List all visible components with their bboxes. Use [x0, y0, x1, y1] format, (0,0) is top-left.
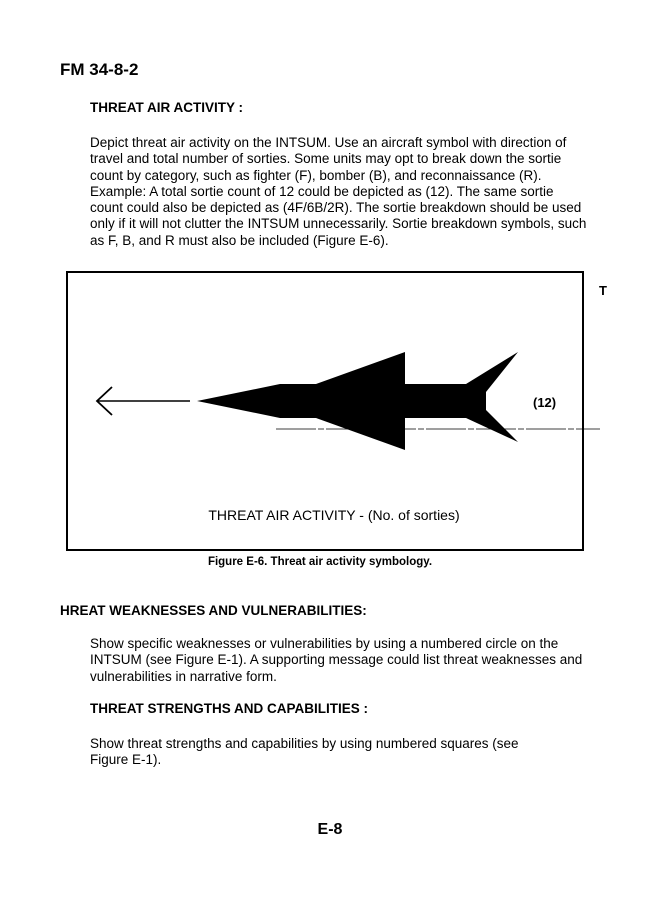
strengths-paragraph [90, 736, 519, 769]
threat-air-activity-heading: THREAT AIR ACTIVITY : [90, 100, 243, 115]
paragraph-line: count could also be depicted as (4F/6B/2R). The sortie breakdown should be used [90, 200, 582, 216]
page-number: E-8 [317, 821, 343, 838]
paragraph-line: INTSUM (see Figure E-1). A supporting message could list threat weaknesses and [90, 652, 583, 668]
weaknesses-heading: HREAT WEAKNESSES AND VULNERABILITIES: [60, 603, 367, 618]
figure-caption: Figure E-6. Threat air activity symbology. [207, 556, 433, 568]
paragraph-line: as F, B, and R must also be included (Figure E-6). [90, 232, 389, 248]
paragraph-line: count by category, such as fighter (F), bomber (B), and reconnaissance (R). [90, 167, 542, 183]
paragraph-line: Example: A total sortie count of 12 could be depicted as (12). The same sortie [90, 183, 554, 199]
figure-inner-label: THREAT AIR ACTIVITY - (No. of sorties) [208, 507, 460, 523]
clipped-edge-text: T [599, 283, 607, 298]
sortie-count-label: (12) [533, 395, 557, 410]
document-id: FM 34-8-2 [60, 60, 139, 79]
weaknesses-paragraph [90, 636, 582, 685]
paragraph-line: vulnerabilities in narrative form. [90, 668, 277, 684]
paragraph-line: travel and total number of sorties. Some units may opt to break down the sortie [90, 151, 562, 167]
paragraph-line: only if it will not clutter the INTSUM unnecessarily. Sortie breakdown symbols, such [90, 216, 587, 232]
paragraph-line: Show specific weaknesses or vulnerabilities by using a numbered circle on the [90, 636, 559, 651]
paragraph-line: Figure E-1). [90, 752, 162, 768]
strengths-heading: THREAT STRENGTHS AND CAPABILITIES : [90, 701, 368, 716]
paragraph-line: Show threat strengths and capabilities by using numbered squares (see [90, 736, 519, 751]
paragraph-line: Depict threat air activity on the INTSUM. Use an aircraft symbol with direction of [90, 135, 567, 150]
threat-air-activity-paragraph [90, 135, 586, 249]
